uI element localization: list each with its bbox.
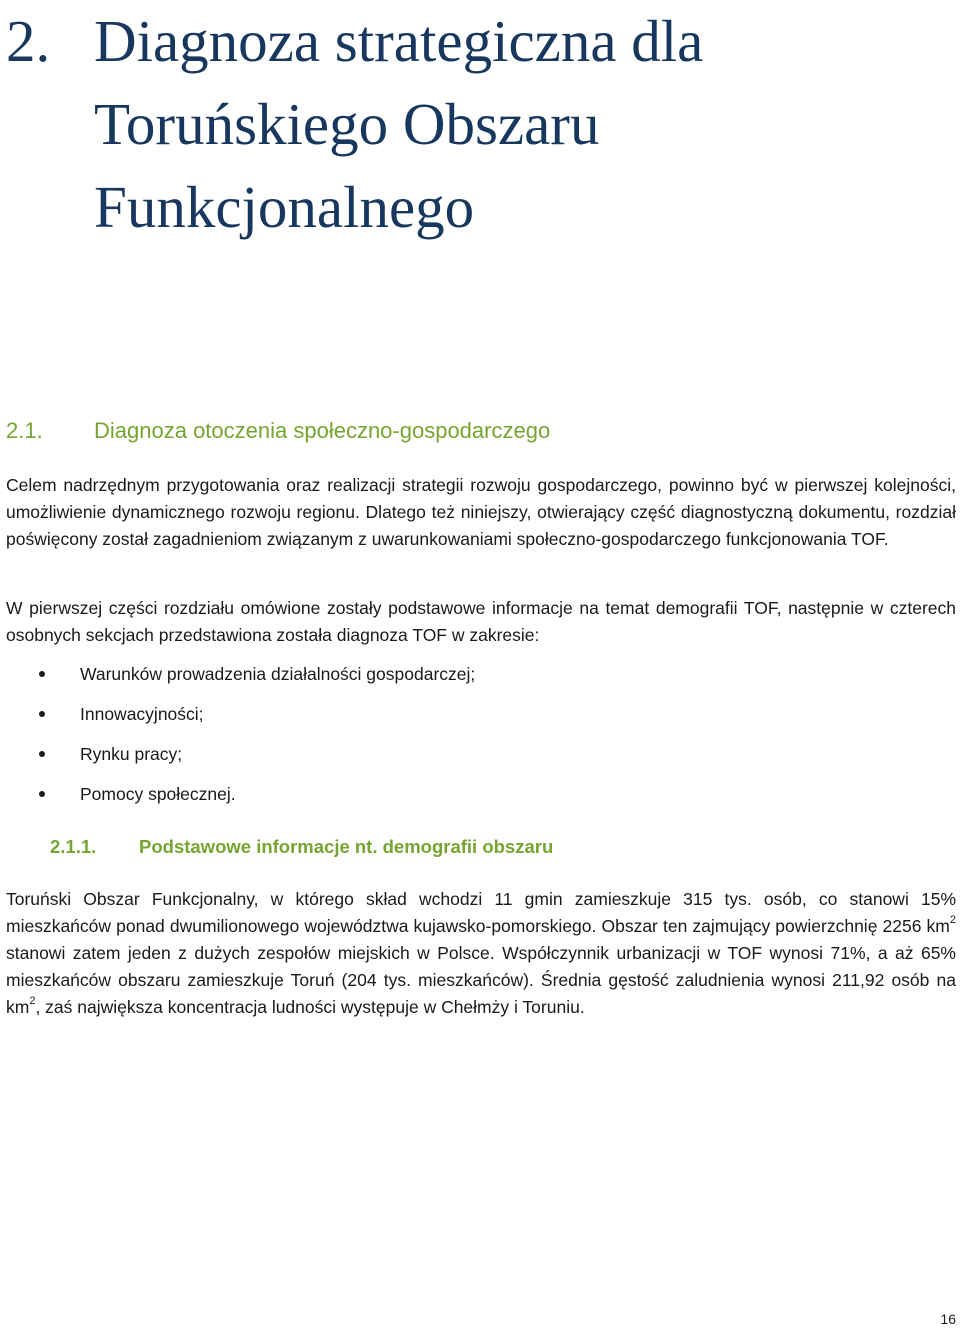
page-number: 16 (940, 1311, 956, 1327)
section-title: Diagnoza otoczenia społeczno-gospodarczego (94, 418, 551, 443)
superscript-2: 2 (29, 995, 36, 1008)
bullet-icon (39, 711, 45, 717)
list-item (6, 660, 956, 700)
list-item (6, 740, 956, 780)
scope-paragraph: W pierwszej części rozdziału omówione zostały podstawowe informacje na temat demografii TOF, następnie w czterech osobnych sekcjach przedstawiona została diagnoza TOF w zakresie: (6, 598, 956, 645)
scope-list (6, 660, 956, 820)
list-item-text: Rynku pracy; (80, 744, 183, 764)
chapter-title: Diagnoza strategiczna dla Toruńskiego Obszaru Funkcjonalnego (94, 8, 704, 240)
intro-paragraph: Celem nadrzędnym przygotowania oraz realizacji strategii rozwoju gospodarczego, powinno być w pierwszej kolejności, umożliwienie dynamicznego rozwoju regionu. Dlatego też niniejszy, otwierający część diagnostyczną dokumentu, rozdział poświęcony został zagadnieniom związanym z uwarunkowaniami społeczno-gospodarczego funkcjonowania TOF. (6, 475, 956, 549)
demography-text-2: stanowi zatem jeden z dużych zespołów miejskich w Polsce. Współczynnik urbanizacji w TOF wynosi 71%, a aż 65% mieszkańców obszaru zamieszkuje Toruń (204 tys. mieszkańców). Średnia gęstość zaludnienia wynosi 211,92 osób na km (6, 943, 956, 1017)
chapter-number: 2. (6, 8, 51, 74)
list-item (6, 780, 956, 820)
demography-text-1: Toruński Obszar Funkcjonalny, w którego skład wchodzi 11 gmin zamieszkuje 315 tys. osób, co stanowi 15% mieszkańców ponad dwumilionowego województwa kujawsko-pomorskiego. Obszar ten zajmujący powierzchnię 2256 km (6, 889, 956, 936)
list-item-text: Warunków prowadzenia działalności gospodarczej; (80, 664, 476, 684)
bullet-icon (39, 671, 45, 677)
section-number: 2.1. (6, 418, 43, 443)
subsection-number: 2.1.1. (50, 836, 97, 857)
list-item-text: Pomocy społecznej. (80, 784, 236, 804)
subsection-title: Podstawowe informacje nt. demografii obszaru (139, 836, 554, 857)
demography-paragraph (6, 886, 956, 1021)
superscript-2: 2 (949, 914, 956, 927)
bullet-icon (39, 751, 45, 757)
bullet-icon (39, 791, 45, 797)
list-item-text: Innowacyjności; (80, 704, 204, 724)
list-item (6, 700, 956, 740)
demography-text-3: , zaś największa koncentracja ludności występuje w Chełmży i Toruniu. (35, 997, 585, 1017)
